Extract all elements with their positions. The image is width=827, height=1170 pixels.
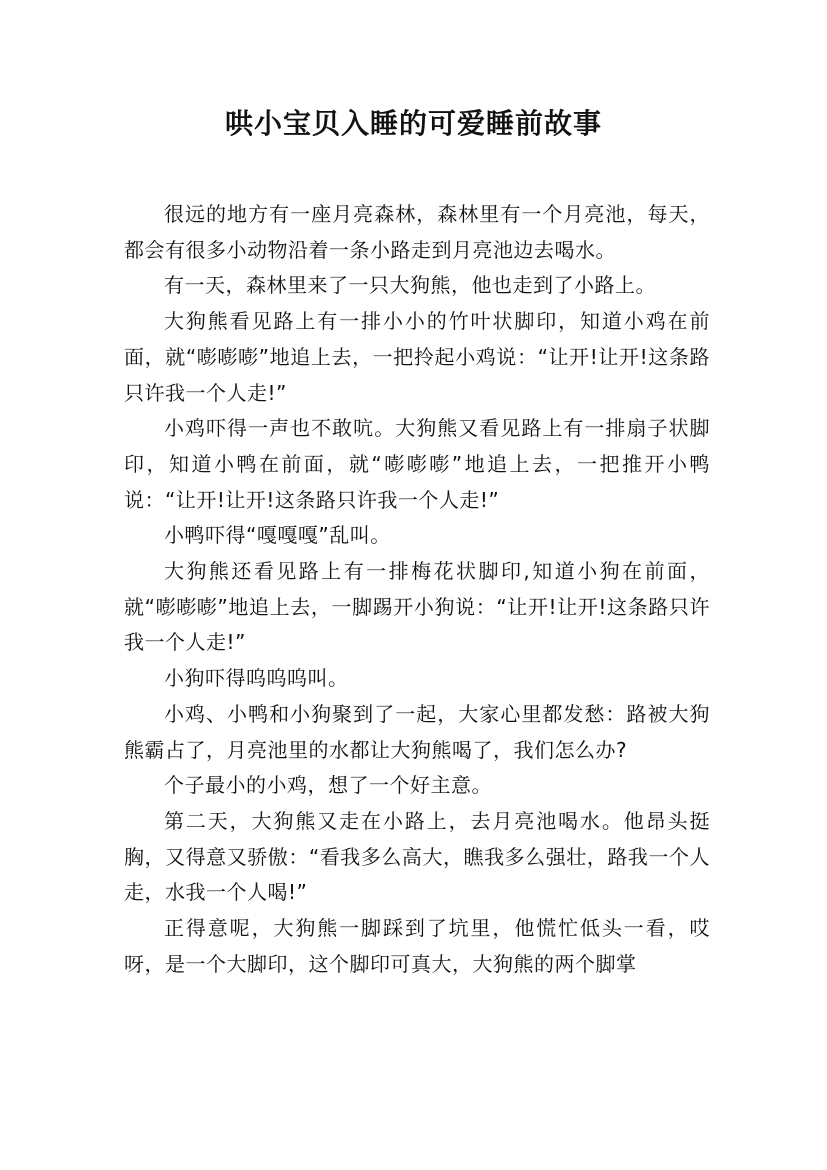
paragraph: 小狗吓得呜呜呜叫。 bbox=[164, 666, 349, 691]
paragraph: 小鸡、小鸭和小狗聚到了一起，大家心里都发愁：路被大狗熊霸占了，月亮池里的水都让大狗熊喝了，我们怎么办? bbox=[124, 701, 710, 762]
paragraph: 第二天，大狗熊又走在小路上，去月亮池喝水。他昂头挺胸，又得意又骄傲：“看我多么高大，瞧我多么强壮，路我一个人走，水我一个人喝!” bbox=[124, 808, 710, 905]
paragraph: 小鸡吓得一声也不敢吭。大狗熊又看见路上有一排扇子状脚印，知道小鸭在前面，就“嘭嘭嘭”地追上去，一把推开小鸭说：“让开!让开!这条路只许我一个人走!” bbox=[124, 416, 710, 512]
paragraph: 大狗熊看见路上有一排小小的竹叶状脚印，知道小鸡在前面，就“嘭嘭嘭”地追上去，一把拎起小鸡说：“让开!让开!这条路只许我一个人走!” bbox=[124, 309, 710, 405]
paragraph: 有一天，森林里来了一只大狗熊，他也走到了小路上。 bbox=[164, 273, 656, 298]
paragraph: 小鸭吓得“嘎嘎嘎”乱叫。 bbox=[164, 523, 391, 548]
story-body bbox=[124, 197, 710, 982]
paragraph: 大狗熊还看见路上有一排梅花状脚印,知道小狗在前面，就“嘭嘭嘭”地追上去，一脚踢开小狗说：“让开!让开!这条路只许我一个人走!” bbox=[124, 559, 710, 655]
document-title: 哄小宝贝入睡的可爱睡前故事 bbox=[224, 107, 602, 140]
paragraph: 个子最小的小鸡，想了一个好主意。 bbox=[164, 773, 492, 798]
paragraph: 正得意呢，大狗熊一脚踩到了坑里，他慌忙低头一看，哎呀，是一个大脚印，这个脚印可真大，大狗熊的两个脚掌 bbox=[124, 916, 710, 976]
paragraph: 很远的地方有一座月亮森林，森林里有一个月亮池，每天，都会有很多小动物沿着一条小路走到月亮池边去喝水。 bbox=[124, 202, 710, 262]
